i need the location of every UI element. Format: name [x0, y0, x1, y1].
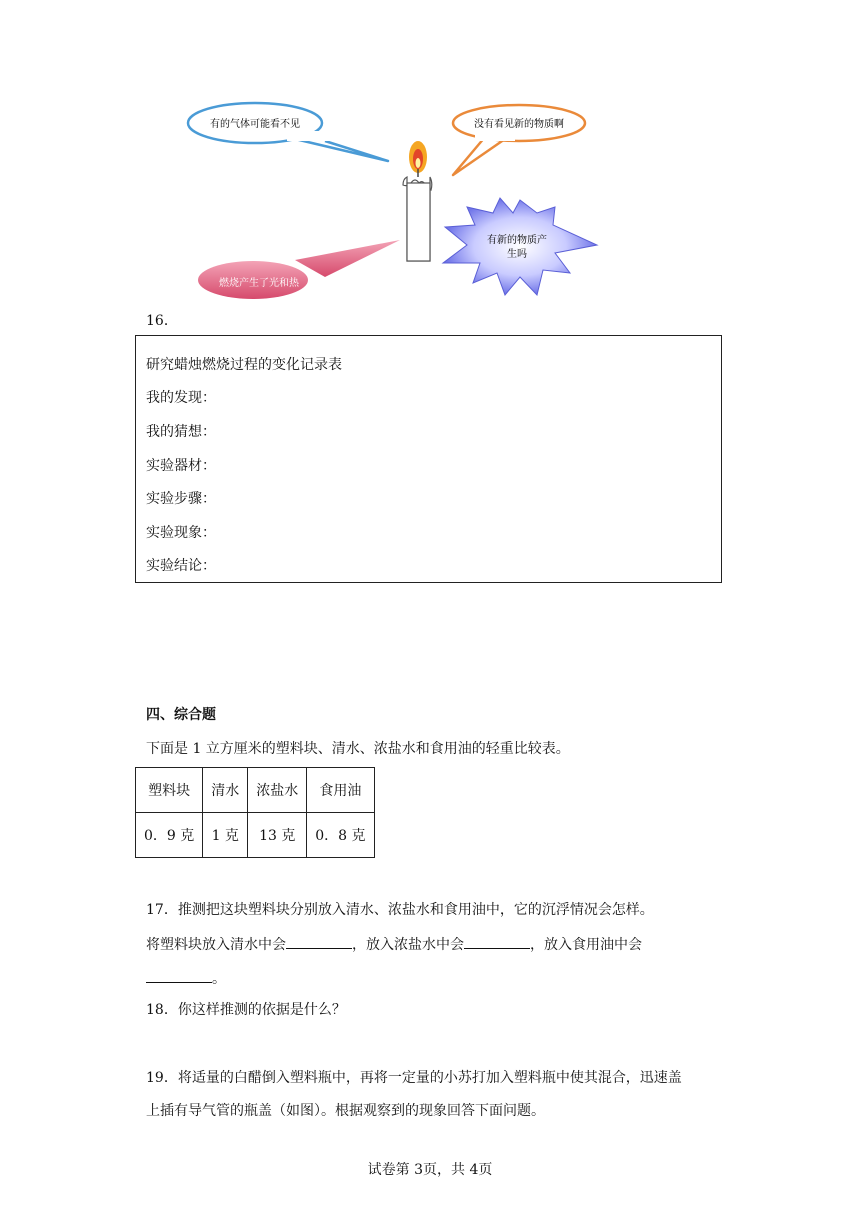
record-phenomena: 实验现象：	[146, 525, 216, 541]
record-table-box	[135, 335, 722, 583]
table-cell: 0．9 克	[136, 813, 203, 858]
table-cell: 13 克	[248, 813, 307, 858]
record-guess: 我的猜想：	[146, 424, 216, 440]
bubble-no-new	[453, 105, 585, 175]
table-header-cell: 浓盐水	[248, 768, 307, 813]
bubble-light-heat	[198, 240, 400, 299]
q16-number: 16．	[146, 313, 178, 329]
record-findings: 我的发现：	[146, 390, 216, 406]
answer-blank-water[interactable]	[286, 936, 352, 949]
page-footer: 试卷第 3页，共 4页	[367, 1162, 493, 1178]
bubble-new-question-line1: 有新的物质产	[487, 235, 547, 246]
bubble-light-heat-text: 燃烧产生了光和热	[219, 278, 299, 289]
q17-part3: ，放入食用油中会	[530, 937, 642, 953]
table-header-cell: 食用油	[307, 768, 374, 813]
answer-blank-oil[interactable]	[146, 970, 212, 983]
table-header-cell: 清水	[203, 768, 248, 813]
candle-flame-icon	[409, 141, 427, 177]
section-heading: 四、综合题	[146, 707, 216, 723]
table-row	[136, 768, 375, 813]
table-cell: 0．8 克	[307, 813, 374, 858]
table-cell: 1 克	[203, 813, 248, 858]
record-materials: 实验器材：	[146, 458, 216, 474]
q19-line1: 19．将适量的白醋倒入塑料瓶中，再将一定量的小苏打加入塑料瓶中使其混合，迅速盖	[146, 1070, 682, 1086]
table-row	[136, 813, 375, 858]
q19-line2: 上插有导气管的瓶盖（如图）。根据观察到的现象回答下面问题。	[146, 1103, 545, 1119]
record-steps: 实验步骤：	[146, 491, 216, 507]
bubble-gas	[188, 103, 388, 161]
record-conclusion: 实验结论：	[146, 558, 216, 574]
record-title: 研究蜡烛燃烧过程的变化记录表	[146, 357, 342, 373]
q17-part1: 将塑料块放入清水中会	[146, 937, 286, 953]
weight-comparison-table	[135, 767, 375, 858]
q17-part2: ，放入浓盐水中会	[352, 937, 464, 953]
section-intro: 下面是 1 立方厘米的塑料块、清水、浓盐水和食用油的轻重比较表。	[146, 741, 570, 757]
candle-icon	[403, 177, 432, 261]
table-header-cell: 塑料块	[136, 768, 203, 813]
bubble-no-new-text: 没有看见新的物质啊	[474, 119, 564, 130]
answer-blank-saltwater[interactable]	[464, 936, 530, 949]
q17-end: 。	[212, 971, 226, 987]
q17-question: 17．推测把这块塑料块分别放入清水、浓盐水和食用油中，它的沉浮情况会怎样。	[146, 902, 654, 918]
q17-answer-line	[146, 936, 642, 952]
bubble-gas-text: 有的气体可能看不见	[210, 119, 300, 130]
q17-answer-line2	[146, 970, 226, 986]
candle-figure	[175, 95, 615, 305]
bubble-new-question-line2: 生吗	[507, 249, 527, 260]
bubble-new-question	[443, 198, 597, 295]
q18-question: 18．你这样推测的依据是什么？	[146, 1002, 346, 1018]
